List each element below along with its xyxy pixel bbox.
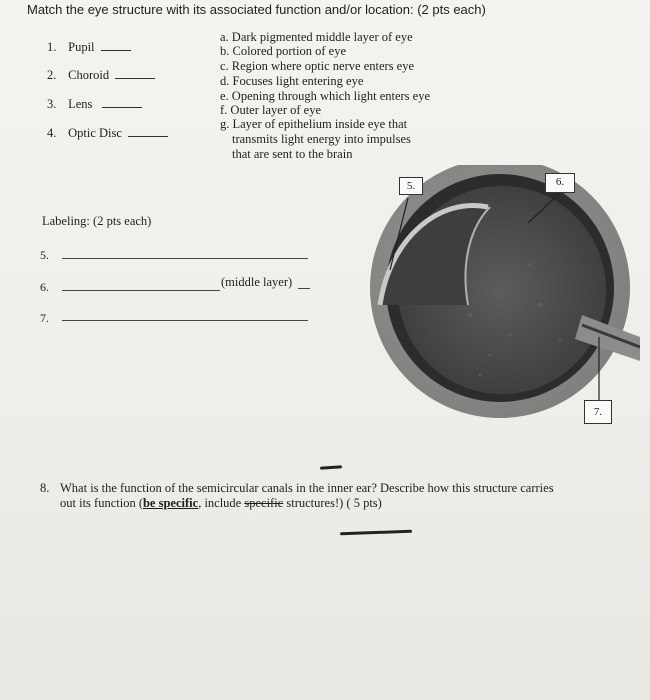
- option-c: c. Region where optic nerve enters eye: [220, 59, 415, 73]
- question-8: [40, 481, 620, 511]
- option-g-cont-2: that are sent to the brain: [232, 147, 353, 161]
- question-label: Pupil: [68, 40, 95, 54]
- pen-mark: [340, 530, 412, 536]
- question-label: Choroid: [68, 68, 110, 82]
- question-8-struck-word: specific: [244, 496, 284, 510]
- label-6-number: 6.: [40, 280, 49, 294]
- label-5-number: 5.: [40, 248, 49, 262]
- option-g-cont-1: transmits light energy into impulses: [232, 132, 411, 146]
- question-label: Lens: [68, 97, 93, 111]
- question-8-line-2a: out its function (: [60, 496, 143, 510]
- option-a: a. Dark pigmented middle layer of eye: [220, 30, 413, 44]
- question-8-line-2b: , include: [198, 496, 245, 510]
- label-6-answer-line[interactable]: [62, 290, 220, 291]
- label-5-answer-line[interactable]: [62, 258, 308, 259]
- diagram-label-7: 7.: [584, 400, 612, 424]
- option-e: e. Opening through which light enters eye: [220, 89, 431, 103]
- option-g: g. Layer of epithelium inside eye that: [220, 117, 408, 131]
- question-4: [47, 125, 168, 141]
- option-f: f. Outer layer of eye: [220, 103, 321, 117]
- option-d: d. Focuses light entering eye: [220, 74, 364, 88]
- answer-blank[interactable]: [101, 39, 131, 51]
- page-title: Match the eye structure with its associated function and/or location: (2 pts each): [27, 2, 486, 17]
- answer-blank[interactable]: [128, 125, 168, 137]
- question-number: 4.: [47, 126, 57, 140]
- label-7-answer-line[interactable]: [62, 320, 308, 321]
- eye-diagram: [360, 165, 640, 435]
- question-number: 1.: [47, 40, 57, 54]
- pen-mark: [320, 465, 342, 470]
- question-3: [47, 96, 142, 112]
- label-6-trailing-line[interactable]: [298, 288, 310, 289]
- question-8-emphasis: be specific: [142, 496, 199, 510]
- diagram-label-6: 6.: [545, 173, 575, 193]
- question-number: 2.: [47, 68, 57, 82]
- question-label: Optic Disc: [68, 126, 122, 140]
- question-8-line-1: What is the function of the semicircular canals in the inner ear? Describe how this structure carries: [60, 481, 554, 495]
- label-6-note: (middle layer): [221, 275, 293, 289]
- diagram-label-5: 5.: [399, 177, 423, 195]
- question-8-number: 8.: [40, 481, 50, 495]
- option-b: b. Colored portion of eye: [220, 44, 347, 58]
- question-1: [47, 39, 131, 55]
- answer-blank[interactable]: [102, 96, 142, 108]
- question-2: [47, 67, 155, 83]
- answer-blank[interactable]: [115, 67, 155, 79]
- question-number: 3.: [47, 97, 57, 111]
- labeling-heading: Labeling: (2 pts each): [42, 214, 152, 228]
- question-8-line-2c: structures!) ( 5 pts): [283, 496, 382, 510]
- label-7-number: 7.: [40, 311, 49, 325]
